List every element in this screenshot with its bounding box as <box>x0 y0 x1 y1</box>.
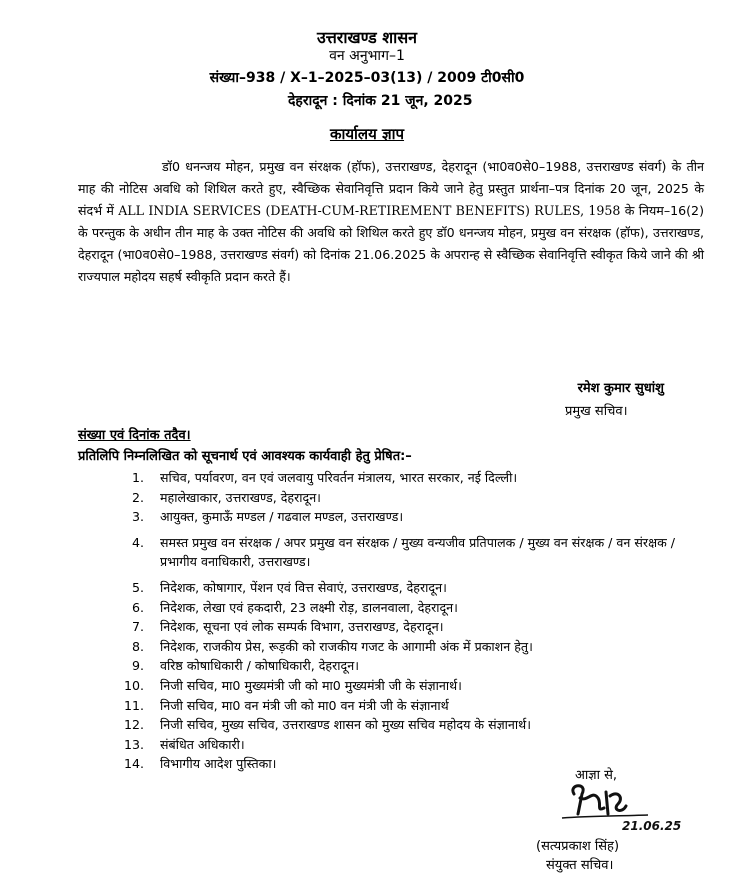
copy-list <box>120 468 710 774</box>
body-part-2: के नियम–16(2) के परन्तुक के अधीन तीन माह के उक्त नोटिस की अवधि को शिथिल करते हुए डॉ0 धनन्जय मोहन, प्रमुख वन संरक्षक (हॉफ), उत्तराखण्ड, देहरादून (भा0व0से0–1988, उत्तराखण्ड संवर्ग) को दिनांक 21.06.2025 के अपरान्ह से स्वैच्छिक सेवानिवृत्ति स्वीकृत किये जाने की श्री राज्यपाल महोदय सहर्ष स्वीकृति प्रदान करते हैं। <box>78 203 704 284</box>
joint-secretary-name: (सत्यप्रकाश सिंह) <box>536 839 620 854</box>
list-item: 6. निदेशक, लेखा एवं हकदारी, 23 लक्ष्मी रोड़, डालनवाला, देहरादून। <box>131 599 458 615</box>
list-item: 9. वरिष्ठ कोषाधिकारी / कोषाधिकारी, देहरादून। <box>131 658 359 674</box>
memo-title: कार्यालय ज्ञाप <box>329 125 405 143</box>
memo-body <box>78 156 704 288</box>
list-item: 14. विभागीय आदेश पुस्तिका। <box>123 756 277 772</box>
by-order-text: आज्ञा से, <box>575 768 618 783</box>
list-item: 1. सचिव, पर्यावरण, वन एवं जलवायु परिवर्तन मंत्रालय, भारत सरकार, नई दिल्ली। <box>131 470 518 485</box>
joint-secretary-designation: संयुक्त सचिव। <box>546 858 614 873</box>
list-item: 12. निजी सचिव, मुख्य सचिव, उत्तराखण्ड शासन को मुख्य सचिव महोदय के संज्ञानार्थ। <box>123 717 531 733</box>
list-item: 3. आयुक्त, कुमाऊँ मण्डल / गढवाल मण्डल, उत्तराखण्ड। <box>131 509 404 525</box>
list-item: 10. निजी सचिव, मा0 मुख्यमंत्री जी को मा0 मुख्यमंत्री जी के संज्ञानार्थ। <box>123 677 462 693</box>
signature-date: 21.06.25 <box>622 819 682 833</box>
place-date: देहरादून : दिनांक 21 जून, 2025 <box>288 93 473 109</box>
section-name: वन अनुभाग–1 <box>329 48 405 64</box>
government-heading: उत्तराखण्ड शासन <box>316 28 418 47</box>
reference-number-line: संख्या एवं दिनांक तदैव। <box>78 428 191 443</box>
list-item: 2. महालेखाकार, उत्तराखण्ड, देहरादून। <box>131 489 321 505</box>
list-item: 11. निजी सचिव, मा0 वन मंत्री जी को मा0 वन मंत्री जी के संज्ञानार्थ <box>123 697 449 713</box>
copy-forwarded-line: प्रतिलिपि निम्नलिखित को सूचनार्थ एवं आवश्यक कार्यवाही हेतु प्रेषित:– <box>78 449 412 464</box>
principal-secretary-name: रमेश कुमार सुधांशु <box>577 381 664 396</box>
list-item: 5. निदेशक, कोषागार, पेंशन एवं वित्त सेवाएं, उत्तराखण्ड, देहरादून। <box>131 579 447 595</box>
list-item: 4. समस्त प्रमुख वन संरक्षक / अपर प्रमुख वन संरक्षक / मुख्य वन्यजीव प्रतिपालक / मुख्य वन संरक्षक / वन संरक्षक / प्रभागीय वनाधिकारी, उत्तराखण्ड। <box>131 534 676 570</box>
letter-number: संख्या–938 / X–1–2025–03(13) / 2009 टी0सी0 <box>209 70 525 86</box>
principal-secretary-designation: प्रमुख सचिव। <box>565 404 628 419</box>
rules-citation: ALL INDIA SERVICES (DEATH-CUM-RETIREMENT BENEFITS) RULES, 1958 <box>118 203 621 218</box>
handwritten-signature <box>548 772 682 834</box>
list-item: 13. संबंधित अधिकारी। <box>123 736 245 752</box>
list-item: 8. निदेशक, राजकीय प्रेस, रूड़की को राजकीय गजट के आगामी अंक में प्रकाशन हेतु। <box>131 638 533 654</box>
body-part-1: डॉ0 धनन्जय मोहन, प्रमुख वन संरक्षक (हॉफ), उत्तराखण्ड, देहरादून (भा0व0से0–1988, उत्तराखण्ड संवर्ग) के तीन माह की नोटिस अवधि को शिथिल करते हुए, स्वैच्छिक सेवानिवृत्ति प्रदान किये जाने हेतु प्रस्तुत प्रार्थना–पत्र दिनांक 20 जून, 2025 के संदर्भ में <box>78 159 704 218</box>
list-item: 7. निदेशक, सूचना एवं लोक सम्पर्क विभाग, उत्तराखण्ड, देहरादून। <box>131 619 444 635</box>
